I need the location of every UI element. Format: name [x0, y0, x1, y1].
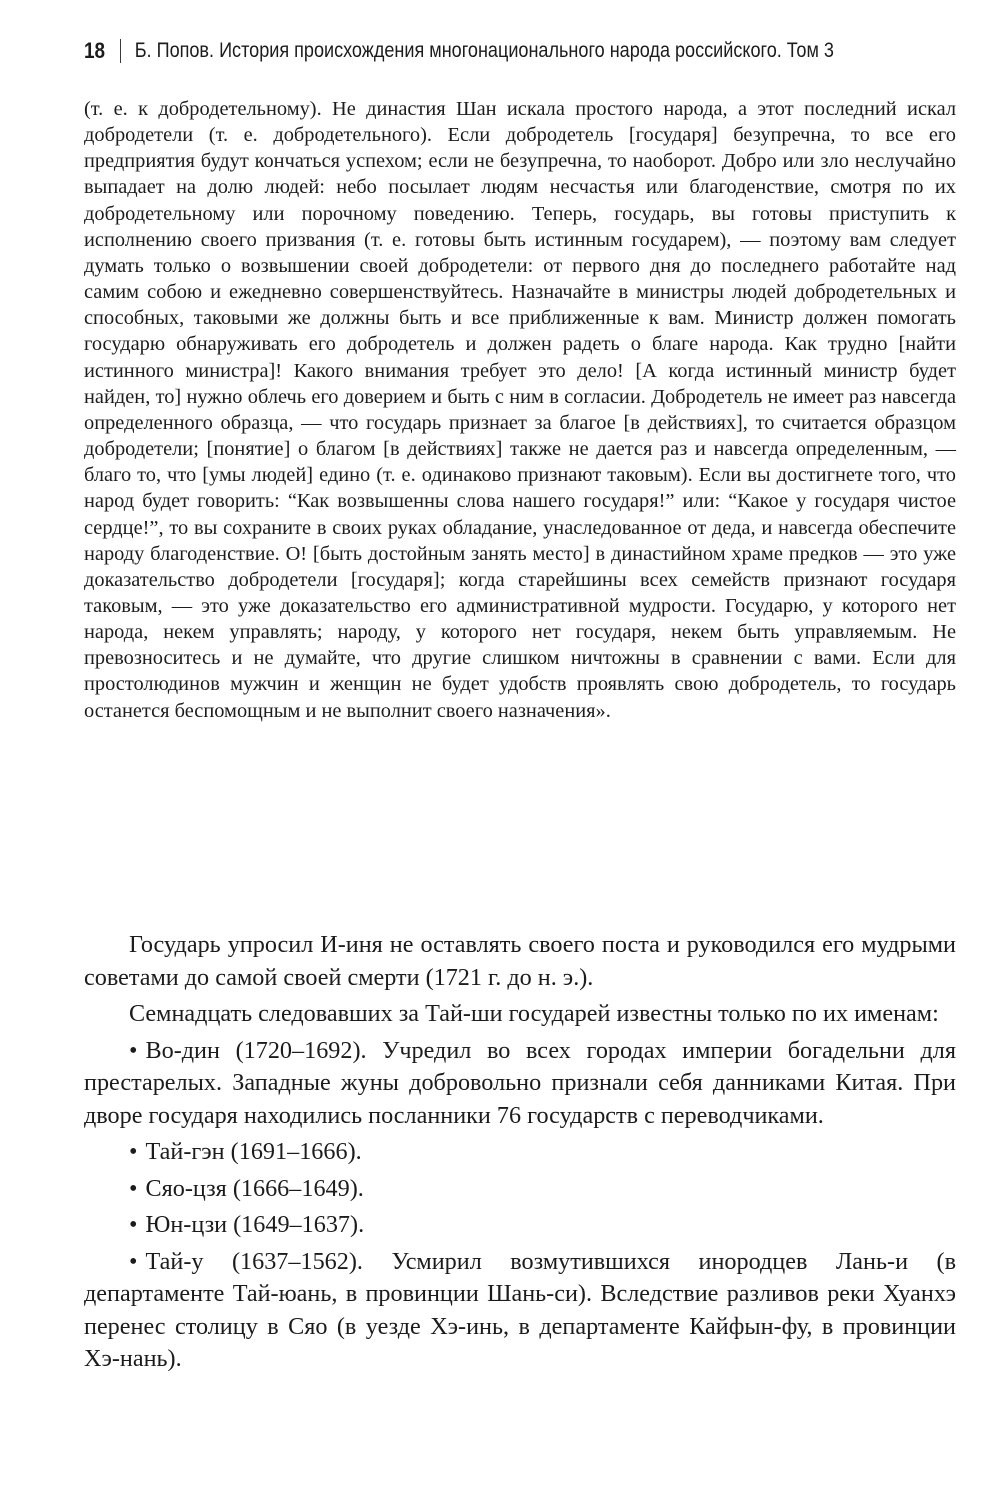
list-item	[84, 1136, 956, 1169]
list-item	[84, 1246, 956, 1376]
page-number: 18	[84, 38, 106, 63]
bullet: •	[129, 1211, 138, 1238]
bullet: •	[129, 1036, 138, 1064]
bullet: •	[129, 1138, 138, 1165]
list-item-text: Тай-у (1637–1562). Усмирил возмутившихся инородцев Лань-и (в департаменте Тай-юань, в провинции Шань-си). Вследствие разливов реки Хуанхэ перенес столицу в Сяо (в уезде Хэ-инь, в департаменте Кайфын-фу, в провинции Хэ-нань).	[84, 1247, 956, 1372]
bullet: •	[129, 1174, 138, 1202]
list-item-text: Сяо-цзя (1666–1649).	[145, 1174, 364, 1202]
list-item	[84, 1035, 956, 1133]
list-item-text: Тай-гэн (1691–1666).	[145, 1138, 362, 1165]
list-item-text: Во-дин (1720–1692). Учредил во всех городах империи богадельни для престарелых. Западные жуны добровольно признали себя данниками Китая. При дворе государя находились посланники 76 государств с переводчиками.	[84, 1036, 956, 1129]
paragraph: Семнадцать следовавших за Тай-ши государей известны только по их именам:	[129, 1000, 939, 1027]
list-item	[84, 1173, 956, 1206]
running-header	[84, 34, 834, 68]
list-item	[84, 1209, 956, 1242]
bullet: •	[129, 1247, 138, 1275]
list-item-text: Юн-цзи (1649–1637).	[145, 1211, 365, 1238]
main-text	[84, 929, 956, 1376]
running-title: Б. Попов. История происхождения многонационального народа российского. Том 3	[134, 39, 834, 62]
paragraph: Государь упросил И-иня не оставлять своего поста и руководился его мудрыми советами до самой своей смерти (1721 г. до н. э.).	[84, 931, 956, 991]
quoted-passage: (т. е. к добродетельному). Не династия Шан искала простого народа, а этот последний искал добродетели (т. е. добродетельного). Если добродетель [государя] безупречна, то все его предприятия будут кончаться успехом; если не безупречна, то наоборот. Добро или зло неслучайно выпадает на долю людей: небо посылает людям несчастья или благоденствие, смотря по их добродетельному или порочному поведению. Теперь, государь, вы готовы приступить к исполнению своего призвания (т. е. готовы быть истинным государем), — поэтому вам следует думать только о возвышении своей добродетели: от первого дня до последнего работайте над самим собою и ежедневно совершенствуйтесь. Назначайте в министры людей добродетельных и способных, таковыми же должны быть и все приближенные к вам. Министр должен помогать государю обнаруживать его добродетель и должен радеть о благе народа. Как трудно [найти истинного министра]! Какого внимания требует это дело! [А когда истинный министр будет найден, то] нужно облечь его доверием и быть с ним в согласии. Добродетель не имеет раз навсегда определенного образца, — что государь признает за благое [в действиях], то считается образцом добродетели; [понятие] о благом [в действиях] также не дается раз и навсегда определенным, — благо то, что [умы людей] едино (т. е. одинаково признают таковым). Если вы достигнете того, что народ будет говорить: “Как возвышенны слова нашего государя!” или: “Какое у государя чистое сердце!”, то вы сохраните в своих руках обладание, унаследованное от деда, и навсегда обеспечите народу благоденствие. О! [быть достойным занять место] в династийном храме предков — это уже доказательство добродетели [государя]; когда старейшины всех семейств признают государя таковым, — это уже доказательство его административной мудрости. Государю, у которого нет народа, некем управлять; народу, у которого нет государя, некем быть управляемым. Не превозноситесь и не думайте, что другие слишком ничтожны в сравнении с вами. Если для простолюдинов мужчин и женщин не будет удобств проявлять свою добродетель, то государь останется беспомощным и не выполнит своего назначения».	[84, 98, 956, 722]
